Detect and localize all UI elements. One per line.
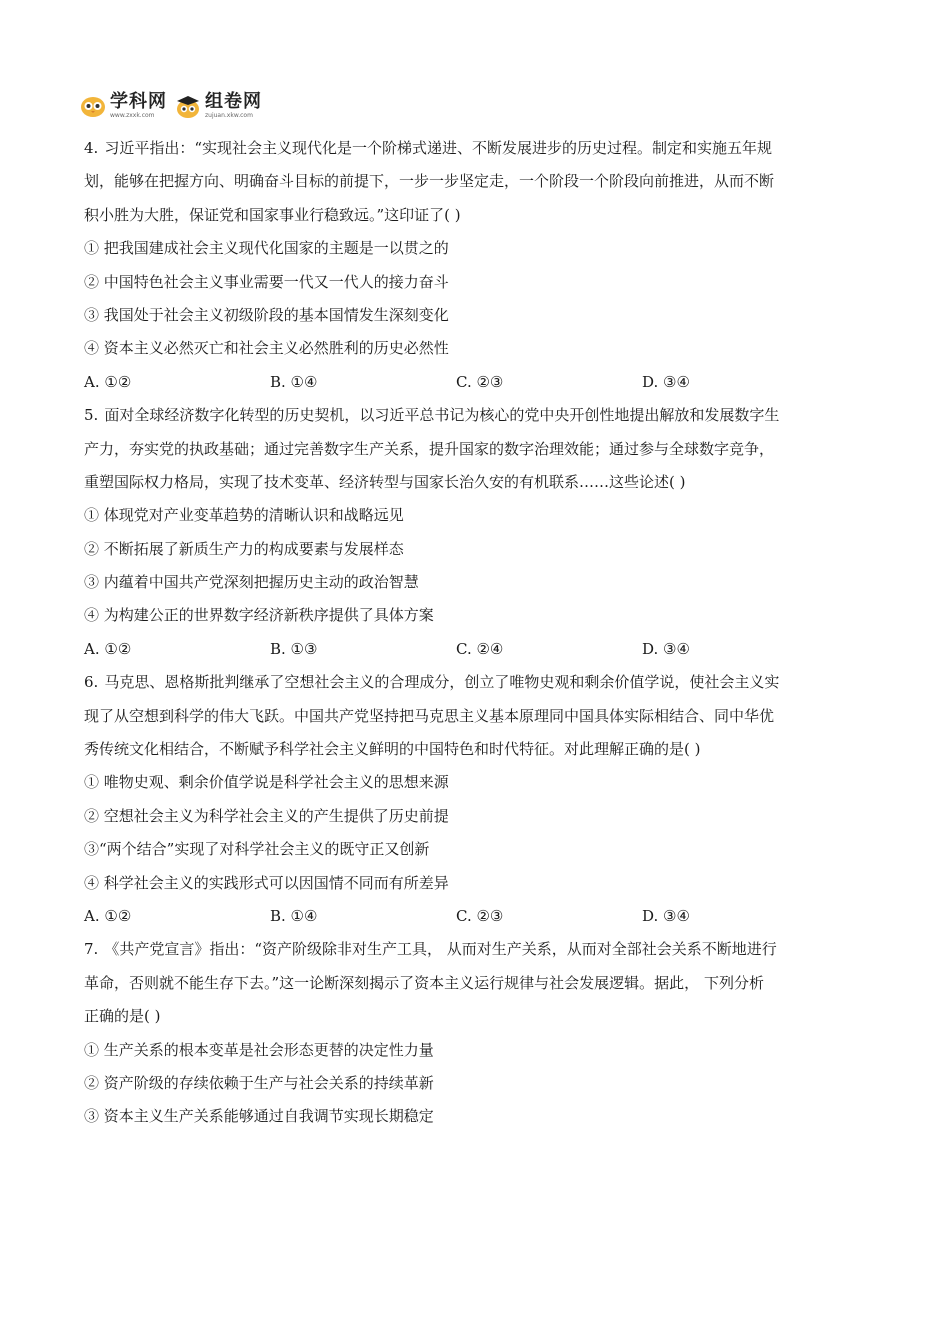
question-stem-line: 产力，夯实党的执政基础；通过完善数字生产关系，提升国家的数字治理效能；通过参与全球数字竞争， [84,439,775,458]
question-stem-line: 积小胜为大胜，保证党和国家事业行稳致远。”这印证了( ) [84,205,461,224]
logo-zujuan-text: 组卷网 [205,91,262,112]
statement-item: ④ 科学社会主义的实践形式可以因国情不同而有所差异 [84,873,449,892]
answer-options [84,900,844,933]
question-stem-line: 正确的是( ) [84,1007,161,1026]
question-stem-line: 4. 习近平指出：“实现社会主义现代化是一个阶梯式递进、不断发展进步的历史过程。制定和实施五年规 [84,139,772,157]
owl-icon [80,93,106,119]
logo-zujuan-url: zujuan.xkw.com [205,112,253,119]
question-number: 6. [84,673,99,692]
question-stem-line: 现了从空想到科学的伟大飞跃。中国共产党坚持把马克思主义基本原理同中国具体实际相结合、同中华优 [84,706,775,725]
statement-item: ③ 我国处于社会主义初级阶段的基本国情发生深刻变化 [84,305,449,324]
question-stem-line: 划，能够在把握方向、明确奋斗目标的前提下，一步一步坚定走，一个阶段一个阶段向前推进，从而不断 [84,172,775,191]
option-d: D. ③④ [642,906,690,925]
option-c: C. ②④ [456,639,504,658]
statement-item: ① 生产关系的根本变革是社会形态更替的决定性力量 [84,1040,434,1059]
statement-item: ④ 为构建公正的世界数字经济新秩序提供了具体方案 [84,606,434,625]
graduation-owl-icon [175,93,201,119]
option-a: A. ①② [84,906,132,925]
option-a: A. ①② [84,372,132,391]
zxxk-logo [80,93,167,119]
question-list [84,132,844,1134]
question-stem-line: 秀传统文化相结合，不断赋予科学社会主义鲜明的中国特色和时代特征。对此理解正确的是( ) [84,740,701,759]
answer-options [84,366,844,399]
option-d: D. ③④ [642,639,690,658]
logo-zxxk-text: 学科网 [110,91,167,112]
question-number: 4. [84,139,99,157]
zujuan-logo [175,93,262,119]
statement-item: ② 资产阶级的存续依赖于生产与社会关系的持续革新 [84,1073,434,1092]
question-stem-line: 5. 面对全球经济数字化转型的历史契机，以习近平总书记为核心的党中央开创性地提出解放和发展数字生 [84,406,780,425]
statement-item: ① 唯物史观、剩余价值学说是科学社会主义的思想来源 [84,773,449,792]
option-d: D. ③④ [642,372,690,391]
option-c: C. ②③ [456,906,504,925]
question-stem-line: 6. 马克思、恩格斯批判继承了空想社会主义的合理成分，创立了唯物史观和剩余价值学说，使社会主义实 [84,673,780,692]
question-6 [84,666,844,933]
header-logos [80,88,262,124]
logo-zxxk-url: www.zxxk.com [110,112,155,119]
statement-item: ③ 内蕴着中国共产党深刻把握历史主动的政治智慧 [84,573,419,592]
option-b: B. ①③ [270,639,318,658]
question-stem-line: 革命，否则就不能生存下去。”这一论断深刻揭示了资本主义运行规律与社会发展逻辑。据此， 下列分析 [84,973,764,992]
statement-item: ③ 资本主义生产关系能够通过自我调节实现长期稳定 [84,1107,434,1126]
statement-item: ② 中国特色社会主义事业需要一代又一代人的接力奋斗 [84,272,449,291]
question-stem-line: 7. 《共产党宣言》指出：“资产阶级除非对生产工具， 从而对生产关系，从而对全部社会关系不断地进行 [84,940,777,959]
statement-item: ④ 资本主义必然灭亡和社会主义必然胜利的历史必然性 [84,339,449,358]
statement-item: ① 把我国建成社会主义现代化国家的主题是一以贯之的 [84,239,449,258]
option-a: A. ①② [84,639,132,658]
question-number: 5. [84,406,99,425]
statement-item: ③“两个结合”实现了对科学社会主义的既守正又创新 [84,840,430,859]
answer-options [84,633,844,666]
option-b: B. ①④ [270,906,318,925]
question-7 [84,933,844,1133]
statement-item: ② 空想社会主义为科学社会主义的产生提供了历史前提 [84,806,449,825]
question-number: 7. [84,940,99,959]
statement-item: ② 不断拓展了新质生产力的构成要素与发展样态 [84,539,404,558]
option-c: C. ②③ [456,372,504,391]
question-4 [84,132,844,399]
option-b: B. ①④ [270,372,318,391]
question-stem-line: 重塑国际权力格局，实现了技术变革、经济转型与国家长治久安的有机联系……这些论述( ) [84,472,686,491]
question-5 [84,399,844,666]
statement-item: ① 体现党对产业变革趋势的清晰认识和战略远见 [84,506,404,525]
